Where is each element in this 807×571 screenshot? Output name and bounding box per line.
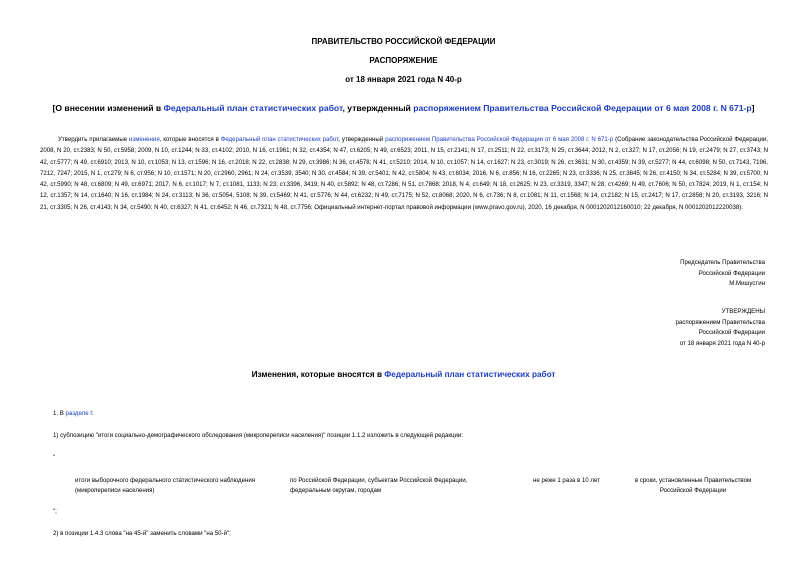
subtitle-text-1: [О внесении изменений в: [52, 103, 164, 113]
subitem-2: 2) в позиции 1.4.3 слова "на 45-й" заменить словами "на 50-й";: [53, 530, 231, 537]
issuer-title: ПРАВИТЕЛЬСТВО РОССИЙСКОЙ ФЕДЕРАЦИИ: [311, 37, 496, 46]
link-section-1[interactable]: разделе I: [65, 410, 92, 417]
link-federal-plan-body[interactable]: Федеральный план статистических работ: [220, 136, 339, 143]
document-subtitle: [0, 103, 807, 113]
main-paragraph: [40, 134, 768, 213]
quote-open: ": [53, 454, 56, 461]
signature-country: Российской Федерации: [698, 269, 765, 277]
item-1-prefix: 1. В: [53, 410, 66, 417]
link-changes[interactable]: изменения: [129, 136, 160, 143]
link-federal-plan-changes[interactable]: Федеральный план статистических работ: [384, 370, 556, 379]
subtitle-text-3: ]: [751, 103, 755, 113]
table-cell-frequency: не реже 1 раза в 10 лет: [533, 477, 600, 484]
subtitle-text-2: , утвержденный: [342, 103, 414, 113]
approval-line-3: Российской Федерации: [698, 329, 765, 336]
item-1: [53, 410, 94, 417]
signature-position: Председатель Правительства: [680, 259, 765, 266]
body-text-2: , которые вносятся в: [159, 136, 221, 143]
subitem-1: 1) субпозицию "итоги социально-демографического обследования (микропереписи населения)" позиции 1.1.2 изложить в следующей редакции:: [53, 432, 463, 439]
link-federal-plan[interactable]: Федеральный план статистических работ: [163, 103, 343, 113]
approval-title: УТВЕРЖДЕНЫ: [721, 308, 765, 315]
table-cell-level: по Российской Федерации, субъектам Российской Федерации, федеральным округам, городам: [290, 477, 468, 494]
body-text-1: Утвердить прилагаемые: [58, 136, 130, 143]
signature-name: М.Мишустин: [729, 280, 765, 287]
link-order-671[interactable]: распоряжением Правительства Российской Федерации от 6 мая 2008 г. N 671-р: [413, 103, 752, 113]
document-date-number: от 18 января 2021 года N 40-р: [345, 75, 462, 84]
item-1-suffix: :: [92, 410, 94, 417]
link-order-671-body[interactable]: распоряжением Правительства Российской Федерации от 6 мая 2008 г. N 671-р: [385, 136, 614, 143]
approval-line-2: распоряжением Правительства: [675, 318, 765, 326]
changes-title: [0, 370, 807, 379]
body-text-4: (Собрание законодательства Российской Федерации, 2008, N 20, ст.2383; N 50, ст.5958; 2009, N 10, ст.1244; N 33, ст.4102; 2010, N 16, ст.1961; N 32, ст.4354; N 47, ст.6205; N 49, ст.6523; 2011, N 15, ст.2141; N 17, ст.2511; N 22, ст.3173; N 25, ст.3644; 2012, N 2, ст.327; N 17, ст.2056; N 19, ст.2479; N 27, ст.3743; N 42, ст.5777; N 49, ст.6910; 2013, N 10, ст.1053; N 13, ст.1596; N 16, ст.2018; N 22, ст.2838; N 29, ст.3986; N 36, ст.4578; N 41, ст.5210; 2014, N 10, ст.1057; N 14, ст.1627; N 23, ст.3019; N 26, ст.3631; N 30, ст.4359; N 39, ст.5277; N 44, ст.6098; N 50, ст.7143, 7196, 7212, 7247; 2015, N 1, ст.279; N 6, ст.956; N 10, ст.1571; N 20, ст.2960, 2961; N 24, ст.3539, 3540; N 30, ст.4584; N 39, ст.5401; N 42, ст.5804; N 43, ст.6034; 2016, N 6, ст.856; N 16, ст.2265; N 23, ст.3336; N 25, ст.3845; N 26, ст.4150; N 34, ст.5284; N 39, ст.5700; N 42, ст.5990; N 48, ст.6809; N 49, ст.6971; 2017, N 6, ст.1017; N 7, ст.1081, 1133; N 23, ст.3396, 3419; N 40, ст.5892; N 48, ст.7286; N 51, ст.7868; 2018, N 4, ст.649; N 18, ст.2625; N 23, ст.3319, 3347; N 28, ст.4269; N 49, ст.7606; N 50, ст.7824; 2019, N 1, ст.154; N 12, ст.1357; N 14, ст.1640; N 16, ст.1984; N 24, ст.3113; N 36, ст.5054, 5108; N 39, ст.5469; N 41, ст.5776; N 44, ст.6232; N 49, ст.7175; N 52, ст.8068; 2020, N 6, ст.736; N 8, ст.1081; N 11, ст.1568; N 14, ст.2182; N 15, ст.2417; N 17, ст.2858; N 20, ст.3193, 3216; N 21, ст.3305; N 26, ст.4143; N 34, ст.5490; N 40, ст.6327; N 41, ст.6452; N 46, ст.7321; N 48, ст.7756; Официальный интернет-портал правовой информации (www.pravo.gov.ru), 2020, 16 декабря, N 0001202012160010; 22 декабря, N 0001202012220038).: [40, 136, 768, 211]
table-cell-indicator: итоги выборочного федерального статистического наблюдения (микропереписи населения): [75, 477, 256, 494]
body-text-3: , утвержденный: [338, 136, 386, 143]
table-cell-deadline: в сроки, установленные Правительством Российской Федерации: [634, 477, 752, 494]
document-type: РАСПОРЯЖЕНИЕ: [369, 56, 438, 65]
quote-close: ";: [53, 508, 57, 515]
changes-title-text: Изменения, которые вносятся в: [251, 370, 385, 379]
approval-block: [676, 307, 765, 349]
signature-block: [680, 258, 765, 290]
approval-line-4: от 18 января 2021 года N 40-р: [679, 339, 765, 347]
